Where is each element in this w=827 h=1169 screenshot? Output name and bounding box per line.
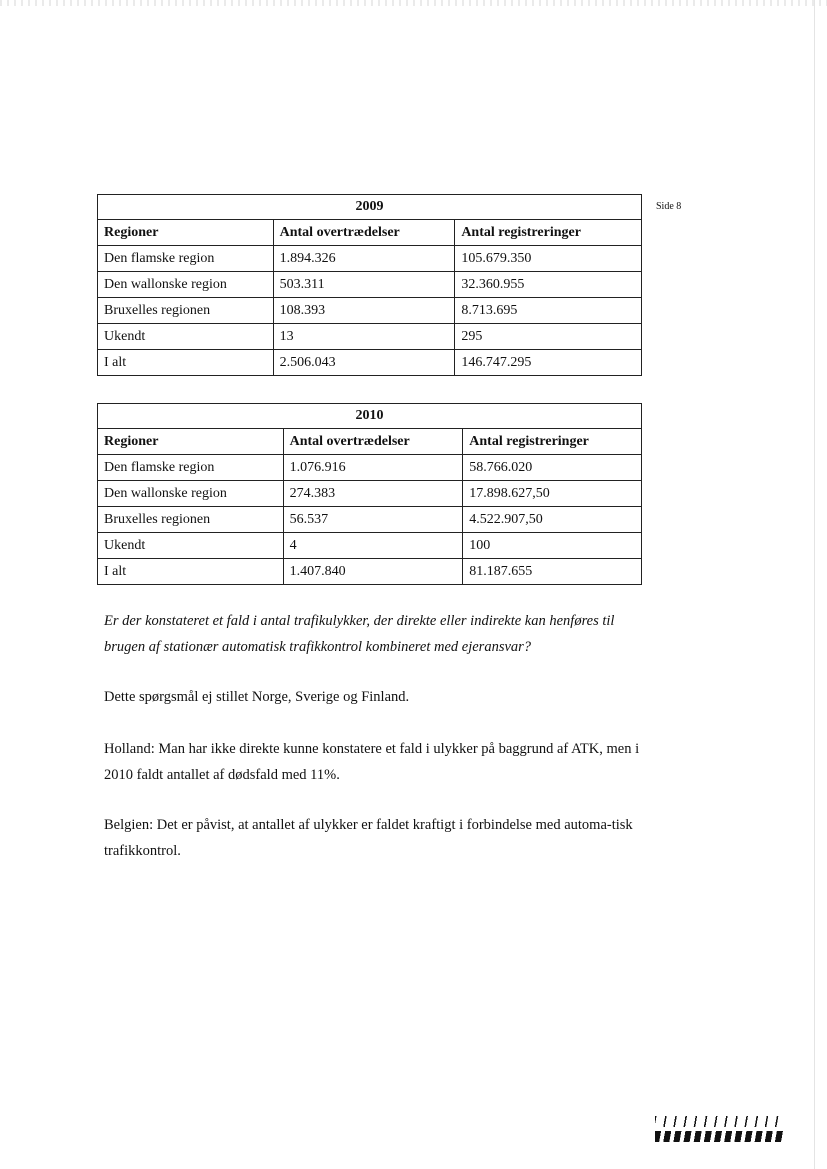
table-cell: 1.894.326 bbox=[273, 246, 455, 272]
table-header-row bbox=[98, 429, 642, 455]
body-paragraph: Dette spørgsmål ej stillet Norge, Sverige og Finland. bbox=[104, 689, 410, 705]
table-cell: 56.537 bbox=[283, 507, 463, 533]
table-cell: Ukendt bbox=[98, 324, 274, 350]
table-cell: 4.522.907,50 bbox=[463, 507, 642, 533]
column-header: Antal overtrædelser bbox=[273, 220, 455, 246]
table-cell: Den wallonske region bbox=[98, 272, 274, 298]
scan-edge-right bbox=[814, 0, 815, 1169]
table-row bbox=[98, 272, 642, 298]
table-row bbox=[98, 324, 642, 350]
table-cell: Bruxelles regionen bbox=[98, 507, 284, 533]
table-cell: 81.187.655 bbox=[463, 559, 642, 585]
table-cell: 8.713.695 bbox=[455, 298, 642, 324]
table-cell: 274.383 bbox=[283, 481, 463, 507]
table-cell: 1.407.840 bbox=[283, 559, 463, 585]
barcode-thin-row bbox=[655, 1116, 785, 1127]
table-cell: 58.766.020 bbox=[463, 455, 642, 481]
table-cell: Bruxelles regionen bbox=[98, 298, 274, 324]
table-2009 bbox=[97, 194, 642, 376]
column-header: Regioner bbox=[98, 429, 284, 455]
table-cell: 108.393 bbox=[273, 298, 455, 324]
table-cell: Ukendt bbox=[98, 533, 284, 559]
table-cell: Den flamske region bbox=[98, 455, 284, 481]
column-header: Antal overtrædelser bbox=[283, 429, 463, 455]
table-cell: 1.076.916 bbox=[283, 455, 463, 481]
table-row-total bbox=[98, 559, 642, 585]
column-header: Regioner bbox=[98, 220, 274, 246]
table-cell: 503.311 bbox=[273, 272, 455, 298]
table-cell: I alt bbox=[98, 350, 274, 376]
table-cell: 4 bbox=[283, 533, 463, 559]
table-cell: 17.898.627,50 bbox=[463, 481, 642, 507]
table-header-row bbox=[98, 220, 642, 246]
table-row bbox=[98, 455, 642, 481]
table-cell: 146.747.295 bbox=[455, 350, 642, 376]
table-year: 2010 bbox=[98, 404, 642, 429]
body-paragraph: Holland: Man har ikke direkte kunne konstatere et fald i ulykker på baggrund af ATK, men i 2010 faldt antallet af dødsfald med 11%. bbox=[104, 741, 640, 783]
table-cell: 32.360.955 bbox=[455, 272, 642, 298]
table-cell: Den wallonske region bbox=[98, 481, 284, 507]
table-cell: 105.679.350 bbox=[455, 246, 642, 272]
table-row bbox=[98, 246, 642, 272]
column-header: Antal registreringer bbox=[455, 220, 642, 246]
table-cell: I alt bbox=[98, 559, 284, 585]
body-paragraph: Belgien: Det er påvist, at antallet af ulykker er faldet kraftigt i forbindelse med automa-tisk trafikkontrol. bbox=[104, 817, 633, 859]
table-row-total bbox=[98, 350, 642, 376]
page-number: Side 8 bbox=[656, 201, 682, 212]
table-row bbox=[98, 481, 642, 507]
table-cell: 2.506.043 bbox=[273, 350, 455, 376]
table-row bbox=[98, 533, 642, 559]
table-cell: Den flamske region bbox=[98, 246, 274, 272]
barcode bbox=[655, 1116, 785, 1146]
table-cell: 100 bbox=[463, 533, 642, 559]
barcode-thick-row bbox=[655, 1131, 785, 1142]
table-cell: 295 bbox=[455, 324, 642, 350]
table-year: 2009 bbox=[98, 195, 642, 220]
table-cell: 13 bbox=[273, 324, 455, 350]
table-row bbox=[98, 507, 642, 533]
table-2010 bbox=[97, 403, 642, 585]
question-paragraph: Er der konstateret et fald i antal trafikulykker, der direkte eller indirekte kan henføres til brugen af stationær automatisk trafikkontrol kombineret med ejeransvar? bbox=[104, 613, 615, 655]
scan-edge-top bbox=[0, 0, 827, 6]
column-header: Antal registreringer bbox=[463, 429, 642, 455]
table-row bbox=[98, 298, 642, 324]
